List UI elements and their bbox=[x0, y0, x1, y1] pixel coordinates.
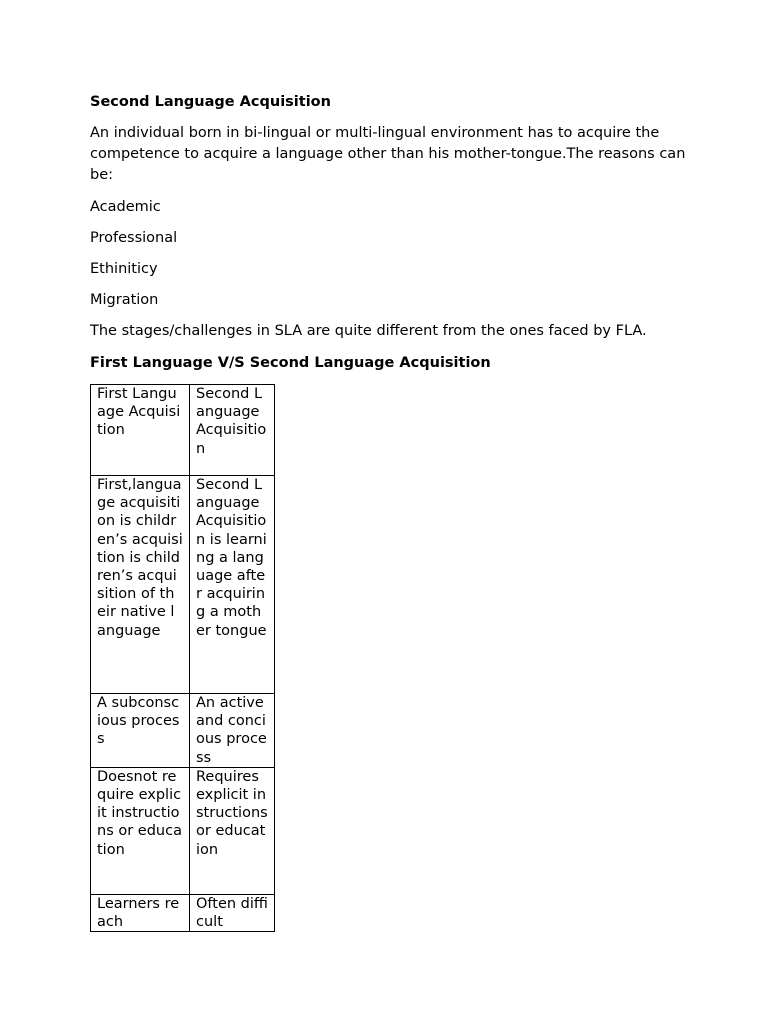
table-cell: Second Language Acquisition is learning a language after acquiring a mother tongue bbox=[190, 476, 275, 694]
table-row bbox=[91, 694, 275, 768]
table-row bbox=[91, 476, 275, 694]
stages-paragraph: The stages/challenges in SLA are quite different from the ones faced by FLA. bbox=[90, 323, 647, 339]
table-row bbox=[91, 894, 275, 931]
reason-item: Professional bbox=[90, 230, 178, 246]
document-title: Second Language Acquisition bbox=[90, 94, 331, 110]
table-cell: Often difficult bbox=[190, 894, 275, 931]
table-cell: An active and concious process bbox=[190, 694, 275, 768]
table-row bbox=[91, 385, 275, 476]
reason-item: Migration bbox=[90, 292, 159, 308]
comparison-table bbox=[90, 384, 275, 932]
table-cell: Second Language Acquisition bbox=[190, 385, 275, 476]
reason-item: Ethinitic​y bbox=[90, 261, 158, 277]
table-cell: A subconscious process bbox=[91, 694, 190, 768]
table-cell: Learners reach bbox=[91, 894, 190, 931]
table-cell: First Language Acquisition bbox=[91, 385, 190, 476]
comparison-heading: First Language V/S Second Language Acquisition bbox=[90, 355, 491, 371]
table-cell: Doesnot require explicit instructions or education bbox=[91, 767, 190, 894]
table-row bbox=[91, 767, 275, 894]
table-cell: Requires explicit instructions or education bbox=[190, 767, 275, 894]
table-cell: First,language acquisition is children’s acquisition is children’s acquisition of their native language bbox=[91, 476, 190, 694]
document-page bbox=[90, 92, 690, 932]
reason-item: Academic bbox=[90, 199, 161, 215]
intro-paragraph: An individual born in bi-lingual or multi-lingual environment has to acquire the competence to acquire a language other than his mother-tongue.The reasons can be: bbox=[90, 125, 686, 183]
